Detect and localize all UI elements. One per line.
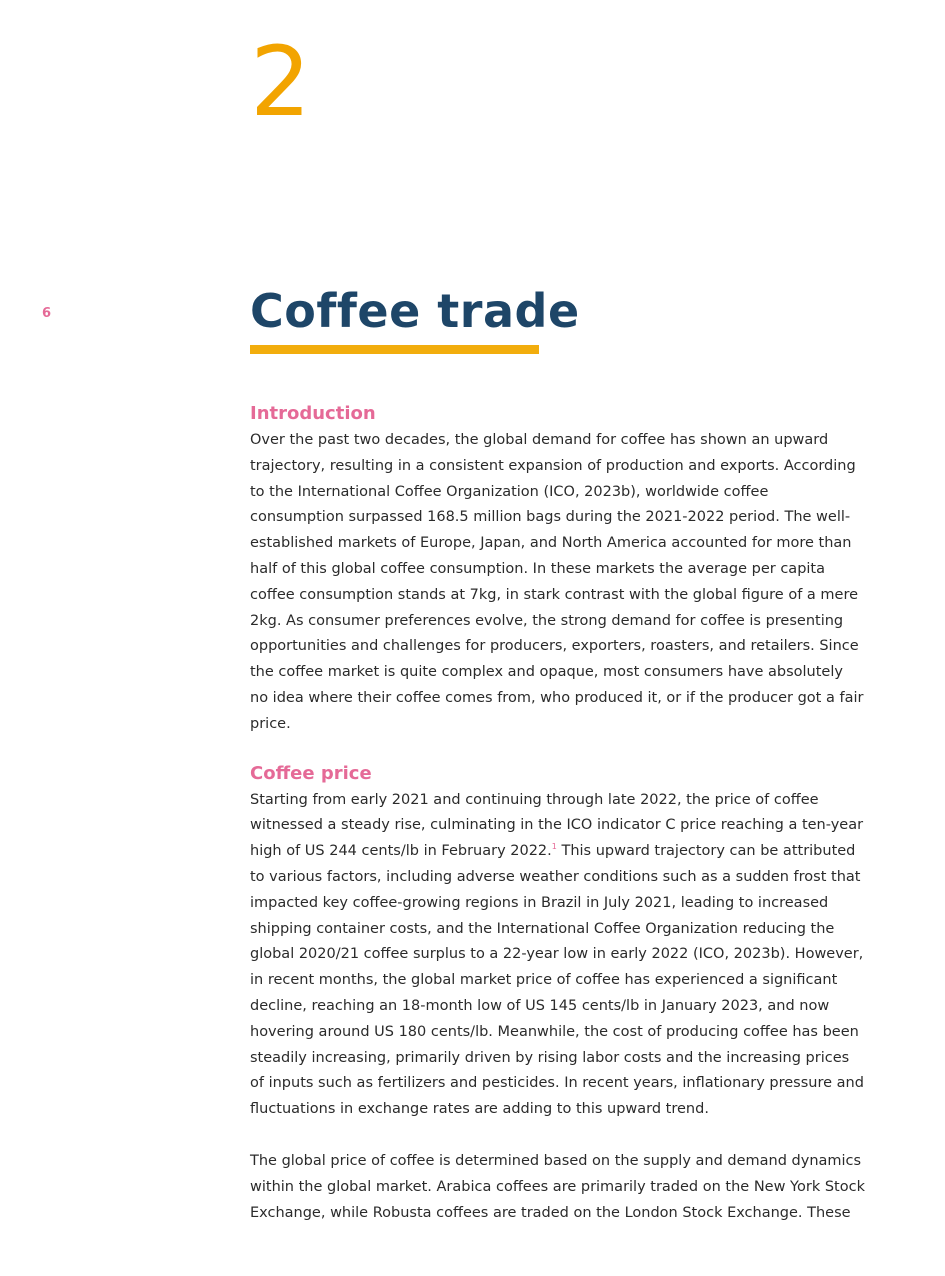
coffee-price-text-part1: Starting from early 2021 and continuing through late 2022, the price of coffee witnessed a steady rise, culminating in the ICO indicator C price reaching a ten-year high of US 244 cents/lb in February 2022. xyxy=(250,791,864,860)
chapter-title-block xyxy=(250,282,580,354)
introduction-paragraph: Over the past two decades, the global demand for coffee has shown an upward trajectory, resulting in a consistent expansion of production and exports. According to the International Coffee Organization (ICO, 2023b), worldwide coffee consumption surpassed 168.5 million bags during the 2021-2022 period. The well-established markets of Europe, Japan, and North America accounted for more than half of this global coffee consumption. In these markets the average per capita coffee consumption stands at 7kg, in stark contrast with the global figure of a mere 2kg. As consumer preferences evolve, the strong demand for coffee is presenting opportunities and challenges for producers, exporters, roasters, and retailers. Since the coffee market is quite complex and opaque, most consumers have absolutely no idea where their coffee comes from, who produced it, or if the producer got a fair price. xyxy=(250,432,864,732)
coffee-price-paragraph-2: The global price of coffee is determined based on the supply and demand dynamics within the global market. Arabica coffees are primarily traded on the New York Stock Exchange, while Robusta coffees are traded on the London Stock Exchange. These xyxy=(250,1152,865,1221)
footnote-marker[interactable]: 1 xyxy=(551,842,557,852)
main-content xyxy=(250,400,865,1226)
title-underline xyxy=(250,345,539,354)
coffee-price-text-part2: This upward trajectory can be attributed to various factors, including adverse weather conditions such as a sudden frost that impacted key coffee-growing regions in Brazil in July 2021, leading to increased shipping container costs, and the International Coffee Organization reducing the global 2020/21 coffee surplus to a 22-year low in early 2022 (ICO, 2023b). However, in recent months, the global market price of coffee has experienced a significant decline, reaching an 18-month low of US 145 cents/lb in January 2023, and now hovering around US 180 cents/lb. Meanwhile, the cost of producing coffee has been steadily increasing, primarily driven by rising labor costs and the increasing prices of inputs such as fertilizers and pesticides. In recent years, inflationary pressure and fluctuations in exchange rates are adding to this upward trend. xyxy=(250,843,864,1118)
section-heading-introduction: Introduction xyxy=(250,403,376,424)
chapter-number: 2 xyxy=(250,26,312,138)
page-number: 6 xyxy=(42,306,52,321)
chapter-title: Coffee trade xyxy=(250,284,580,338)
section-heading-coffee-price: Coffee price xyxy=(250,762,372,784)
coffee-price-paragraph xyxy=(250,788,865,1123)
